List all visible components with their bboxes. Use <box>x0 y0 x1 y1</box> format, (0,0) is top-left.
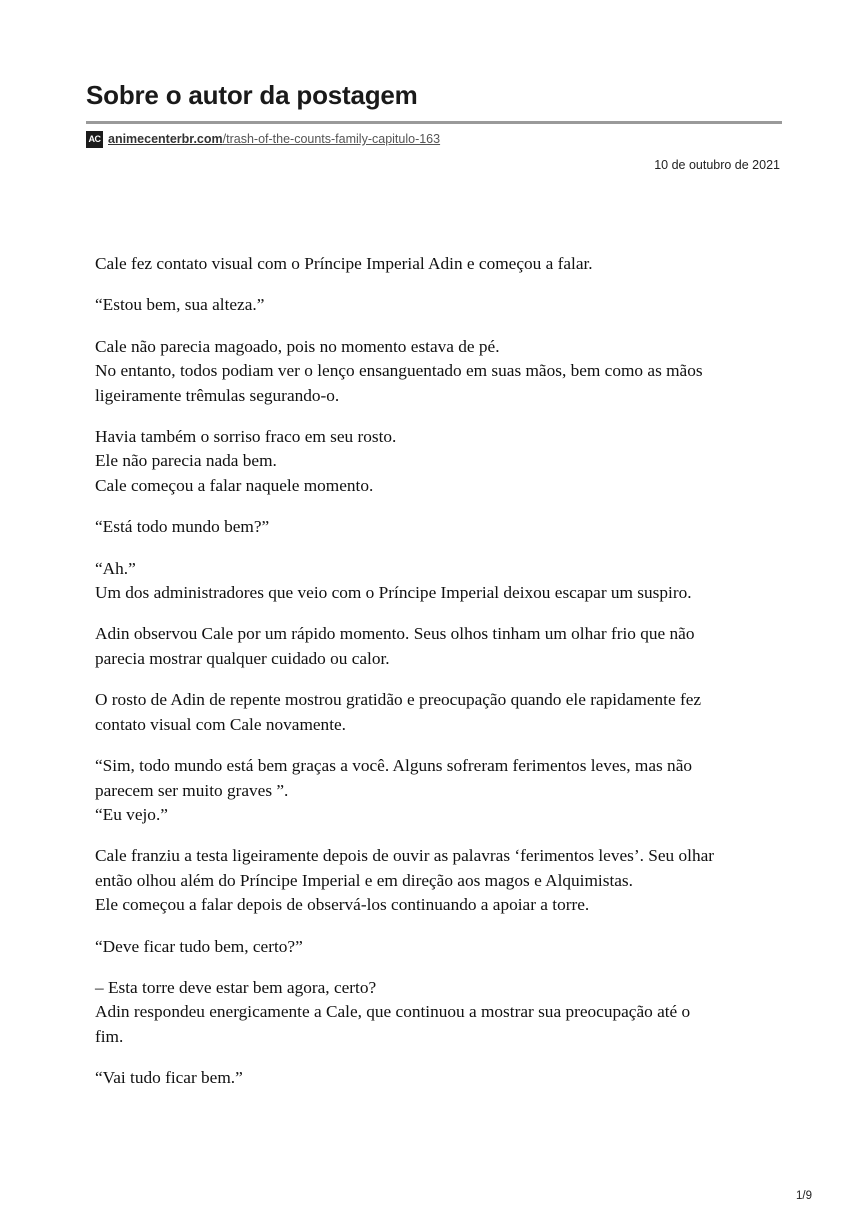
paragraph-line: – Esta torre deve estar bem agora, certo? <box>95 977 377 997</box>
post-date: 10 de outubro de 2021 <box>654 158 780 172</box>
article-paragraph <box>95 1066 785 1090</box>
page-title: Sobre o autor da postagem <box>86 80 418 110</box>
article-paragraph <box>95 754 785 827</box>
article-paragraph <box>95 622 785 671</box>
article-paragraph <box>95 844 785 917</box>
paragraph-line: Havia também o sorriso fraco em seu rosto. <box>95 427 397 447</box>
article-paragraph <box>95 557 785 606</box>
paragraph-line: parecia mostrar qualquer cuidado ou calor. <box>95 648 390 668</box>
paragraph-line: então olhou além do Príncipe Imperial e em direção aos magos e Alquimistas. <box>95 870 633 890</box>
paragraph-line: Cale fez contato visual com o Príncipe Imperial Adin e começou a falar. <box>95 254 593 273</box>
article-paragraph <box>95 976 785 1049</box>
page-number: 1/9 <box>796 1190 812 1202</box>
article-paragraph <box>95 335 785 408</box>
paragraph-line: Cale começou a falar naquele momento. <box>95 475 374 495</box>
paragraph-line: “Sim, todo mundo está bem graças a você. Alguns sofreram ferimentos leves, mas não <box>95 756 693 776</box>
paragraph-line: Cale não parecia magoado, pois no momento estava de pé. <box>95 336 500 356</box>
title-divider <box>86 121 782 124</box>
paragraph-line: “Eu vejo.” <box>95 804 168 824</box>
article-body <box>95 252 785 1108</box>
paragraph-line: “Vai tudo ficar bem.” <box>95 1068 243 1088</box>
site-logo-icon: AC <box>86 131 103 148</box>
paragraph-line: Ele começou a falar depois de observá-los continuando a apoiar a torre. <box>95 895 590 915</box>
paragraph-line: contato visual com Cale novamente. <box>95 714 346 734</box>
paragraph-line: No entanto, todos podiam ver o lenço ensanguentado em suas mãos, bem como as mãos <box>95 361 703 381</box>
paragraph-line: “Está todo mundo bem?” <box>95 517 270 537</box>
paragraph-line: Um dos administradores que veio com o Príncipe Imperial deixou escapar um suspiro. <box>95 583 692 603</box>
paragraph-line: ligeiramente trêmulas segurando-o. <box>95 385 340 405</box>
paragraph-line: O rosto de Adin de repente mostrou gratidão e preocupação quando ele rapidamente fez <box>95 690 702 710</box>
paragraph-line: “Estou bem, sua alteza.” <box>95 295 265 315</box>
article-paragraph <box>95 252 785 276</box>
paragraph-line: Adin observou Cale por um rápido momento. Seus olhos tinham um olhar frio que não <box>95 624 695 644</box>
article-paragraph <box>95 515 785 539</box>
article-paragraph <box>95 935 785 959</box>
source-line <box>86 130 440 148</box>
article-paragraph <box>95 425 785 498</box>
paragraph-line: Cale franziu a testa ligeiramente depois de ouvir as palavras ‘ferimentos leves’. Seu olhar <box>95 846 715 866</box>
article-paragraph <box>95 688 785 737</box>
paragraph-line: “Ah.” <box>95 558 136 578</box>
source-domain-link[interactable]: animecenterbr.com <box>108 132 223 146</box>
paragraph-line: fim. <box>95 1026 124 1046</box>
paragraph-line: Ele não parecia nada bem. <box>95 451 277 471</box>
paragraph-line: parecem ser muito graves ”. <box>95 780 289 800</box>
paragraph-line: Adin respondeu energicamente a Cale, que continuou a mostrar sua preocupação até o <box>95 1002 691 1022</box>
article-paragraph <box>95 293 785 317</box>
paragraph-line: “Deve ficar tudo bem, certo?” <box>95 936 303 956</box>
source-path-link[interactable]: /trash-of-the-counts-family-capitulo-163 <box>222 132 441 146</box>
